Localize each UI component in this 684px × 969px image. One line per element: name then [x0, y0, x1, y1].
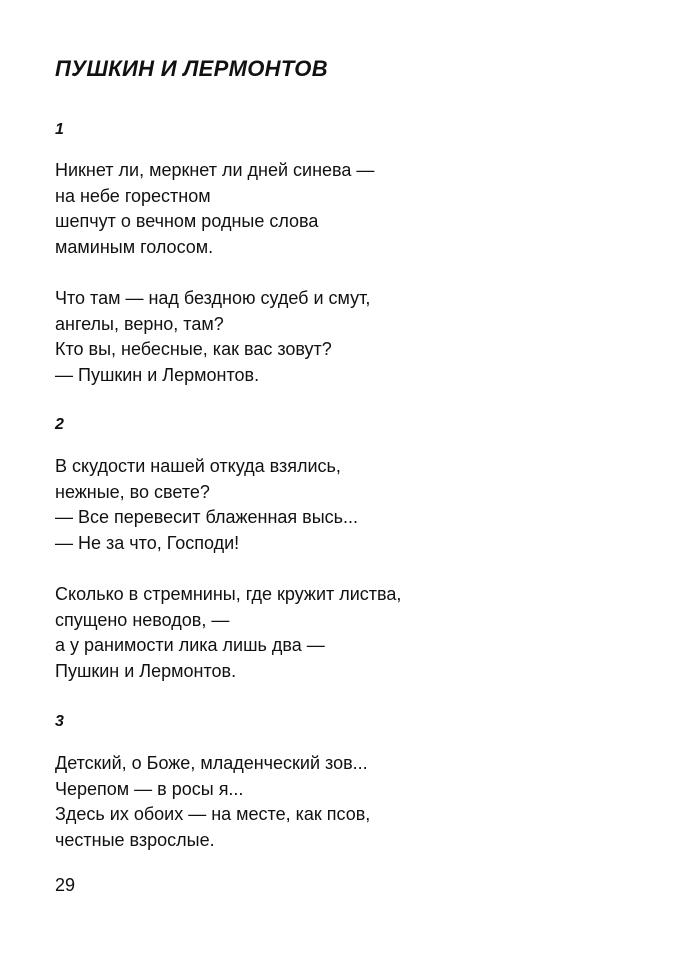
part-number-1: 1: [55, 121, 64, 138]
stanza-3-1: [55, 751, 370, 853]
stanza-2-1: [55, 454, 358, 556]
verse-line: Детский, о Боже, младенческий зов...: [55, 753, 368, 773]
verse-line: Здесь их обоих — на месте, как псов,: [55, 804, 371, 824]
poem-title: ПУШКИН И ЛЕРМОНТОВ: [55, 56, 328, 81]
verse-line: Кто вы, небесные, как вас зовут?: [55, 339, 332, 359]
stanza-1-1: [55, 158, 374, 260]
verse-line: В скудости нашей откуда взялись,: [55, 456, 341, 476]
page-number: 29: [55, 875, 76, 895]
verse-line: Пушкин и Лермонтов.: [55, 660, 237, 681]
verse-line: нежные, во свете?: [55, 481, 210, 502]
verse-line: честные взрослые.: [55, 829, 215, 850]
verse-line: — Все перевесит блаженная высь...: [55, 507, 359, 527]
verse-line: а у ранимости лика лишь два —: [55, 635, 325, 655]
verse-line: Что там — над бездною судеб и смут,: [55, 288, 371, 308]
verse-line: Черепом — в росы я...: [55, 778, 244, 799]
stanza-1-2: [55, 286, 370, 388]
verse-line: — Не за что, Господи!: [55, 532, 240, 553]
part-number-3: 3: [55, 713, 64, 730]
verse-line: шепчут о вечном родные слова: [55, 211, 319, 231]
verse-line: Сколько в стремнины, где кружит листва,: [55, 584, 402, 604]
part-number-2: 2: [55, 416, 64, 433]
verse-line: — Пушкин и Лермонтов.: [55, 364, 260, 385]
verse-line: маминым голосом.: [55, 236, 214, 257]
verse-line: на небе горестном: [55, 185, 211, 206]
verse-line: Никнет ли, меркнет ли дней синева —: [55, 160, 375, 180]
stanza-2-2: [55, 582, 401, 684]
verse-line: ангелы, верно, там?: [55, 313, 224, 334]
verse-line: спущено неводов, —: [55, 609, 230, 630]
